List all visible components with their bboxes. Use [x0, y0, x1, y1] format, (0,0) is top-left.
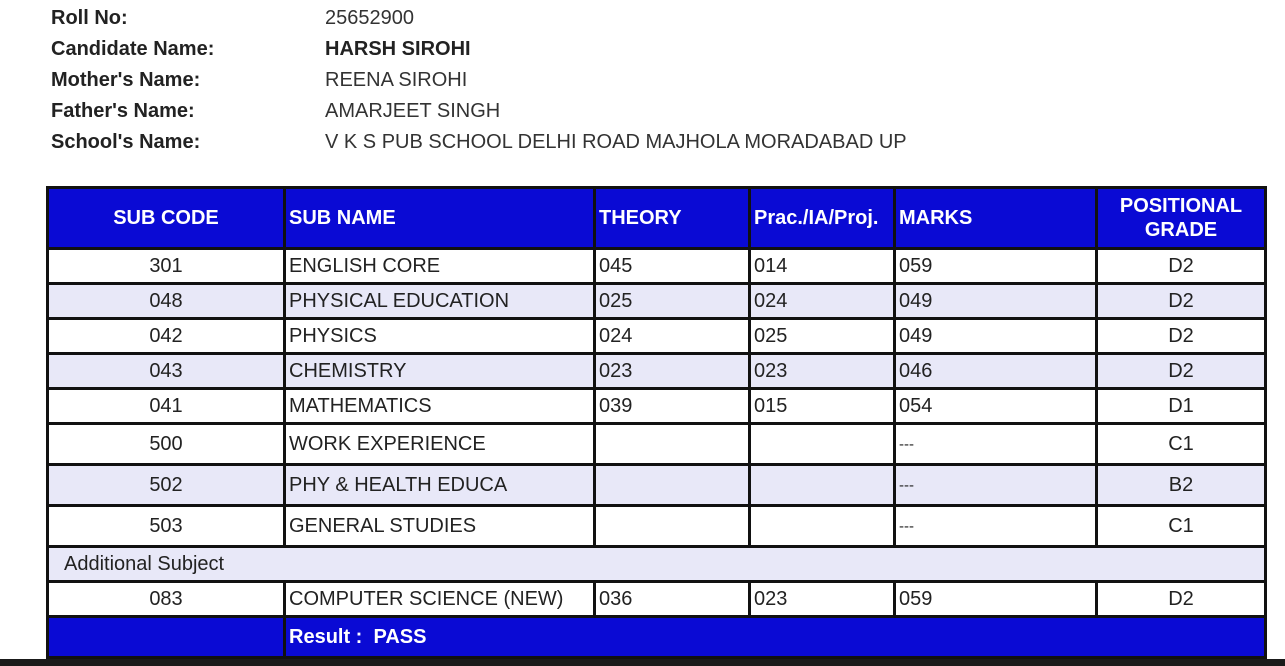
prac-cell: 024 [750, 284, 895, 319]
table-row [48, 319, 1266, 354]
header-prac: Prac./IA/Proj. [750, 188, 895, 249]
bottom-edge-bar [0, 659, 1285, 666]
sub-code-cell: 048 [48, 284, 285, 319]
sub-name-cell: CHEMISTRY [285, 354, 595, 389]
result-label: Result : [289, 625, 363, 648]
grade-cell: D2 [1097, 319, 1266, 354]
theory-cell: 023 [595, 354, 750, 389]
roll-label: Roll No: [51, 7, 128, 29]
result-value: PASS [373, 625, 427, 648]
mother-name-value: REENA SIROHI [325, 69, 468, 91]
school-name-label: School's Name: [51, 131, 201, 153]
sub-name-cell: WORK EXPERIENCE [285, 424, 595, 465]
sub-name-cell: GENERAL STUDIES [285, 506, 595, 547]
sub-code-cell: 043 [48, 354, 285, 389]
sub-code-cell: 301 [48, 249, 285, 284]
marks-cell: --- [895, 424, 1097, 465]
theory-cell [595, 465, 750, 506]
marks-cell: 049 [895, 284, 1097, 319]
grade-cell: D2 [1097, 582, 1266, 617]
table-row [48, 389, 1266, 424]
candidate-name-value: HARSH SIROHI [325, 38, 471, 60]
header-sub-name: SUB NAME [285, 188, 595, 249]
result-empty-cell [48, 617, 285, 658]
table-row [48, 249, 1266, 284]
sub-name-cell: COMPUTER SCIENCE (NEW) [285, 582, 595, 617]
prac-cell: 015 [750, 389, 895, 424]
prac-cell: 025 [750, 319, 895, 354]
marks-cell: 059 [895, 249, 1097, 284]
sub-name-cell: PHYSICS [285, 319, 595, 354]
mother-name-row [51, 65, 907, 96]
result-cell [285, 617, 1266, 658]
roll-value: 25652900 [325, 7, 414, 29]
grade-cell: B2 [1097, 465, 1266, 506]
grade-cell: D2 [1097, 284, 1266, 319]
sub-code-cell: 503 [48, 506, 285, 547]
header-positional-grade: POSITIONAL GRADE [1097, 188, 1266, 249]
marks-cell: --- [895, 506, 1097, 547]
sub-code-cell: 083 [48, 582, 285, 617]
table-row [48, 354, 1266, 389]
marks-cell: --- [895, 465, 1097, 506]
candidate-info [51, 3, 907, 158]
header-theory: THEORY [595, 188, 750, 249]
theory-cell: 036 [595, 582, 750, 617]
prac-cell [750, 506, 895, 547]
marks-cell: 054 [895, 389, 1097, 424]
header-marks: MARKS [895, 188, 1097, 249]
father-name-value: AMARJEET SINGH [325, 100, 501, 122]
sub-code-cell: 500 [48, 424, 285, 465]
prac-cell [750, 465, 895, 506]
sub-name-cell: PHYSICAL EDUCATION [285, 284, 595, 319]
table-row [48, 506, 1266, 547]
table-row [48, 582, 1266, 617]
candidate-name-label: Candidate Name: [51, 38, 215, 60]
marks-cell: 059 [895, 582, 1097, 617]
table-row [48, 424, 1266, 465]
candidate-name-row [51, 34, 907, 65]
theory-cell: 039 [595, 389, 750, 424]
prac-cell: 023 [750, 354, 895, 389]
prac-cell: 023 [750, 582, 895, 617]
header-sub-code: SUB CODE [48, 188, 285, 249]
result-row [48, 617, 1266, 658]
additional-subject-label: Additional Subject [48, 547, 1266, 582]
theory-cell [595, 506, 750, 547]
mother-name-label: Mother's Name: [51, 69, 201, 91]
table-row [48, 284, 1266, 319]
grade-cell: D2 [1097, 354, 1266, 389]
table-header-row [48, 188, 1266, 249]
sub-code-cell: 042 [48, 319, 285, 354]
prac-cell: 014 [750, 249, 895, 284]
sub-name-cell: ENGLISH CORE [285, 249, 595, 284]
theory-cell: 025 [595, 284, 750, 319]
additional-subject-row [48, 547, 1266, 582]
marks-table [46, 186, 1267, 659]
grade-cell: D1 [1097, 389, 1266, 424]
sub-code-cell: 041 [48, 389, 285, 424]
grade-cell: C1 [1097, 424, 1266, 465]
table-row [48, 465, 1266, 506]
father-name-row [51, 96, 907, 127]
father-name-label: Father's Name: [51, 100, 195, 122]
theory-cell: 024 [595, 319, 750, 354]
sub-code-cell: 502 [48, 465, 285, 506]
prac-cell [750, 424, 895, 465]
school-name-value: V K S PUB SCHOOL DELHI ROAD MAJHOLA MORADABAD UP [325, 131, 907, 153]
theory-cell: 045 [595, 249, 750, 284]
marks-cell: 046 [895, 354, 1097, 389]
theory-cell [595, 424, 750, 465]
grade-cell: C1 [1097, 506, 1266, 547]
marks-cell: 049 [895, 319, 1097, 354]
grade-cell: D2 [1097, 249, 1266, 284]
roll-row [51, 3, 907, 34]
school-name-row [51, 127, 907, 158]
sub-name-cell: MATHEMATICS [285, 389, 595, 424]
sub-name-cell: PHY & HEALTH EDUCA [285, 465, 595, 506]
